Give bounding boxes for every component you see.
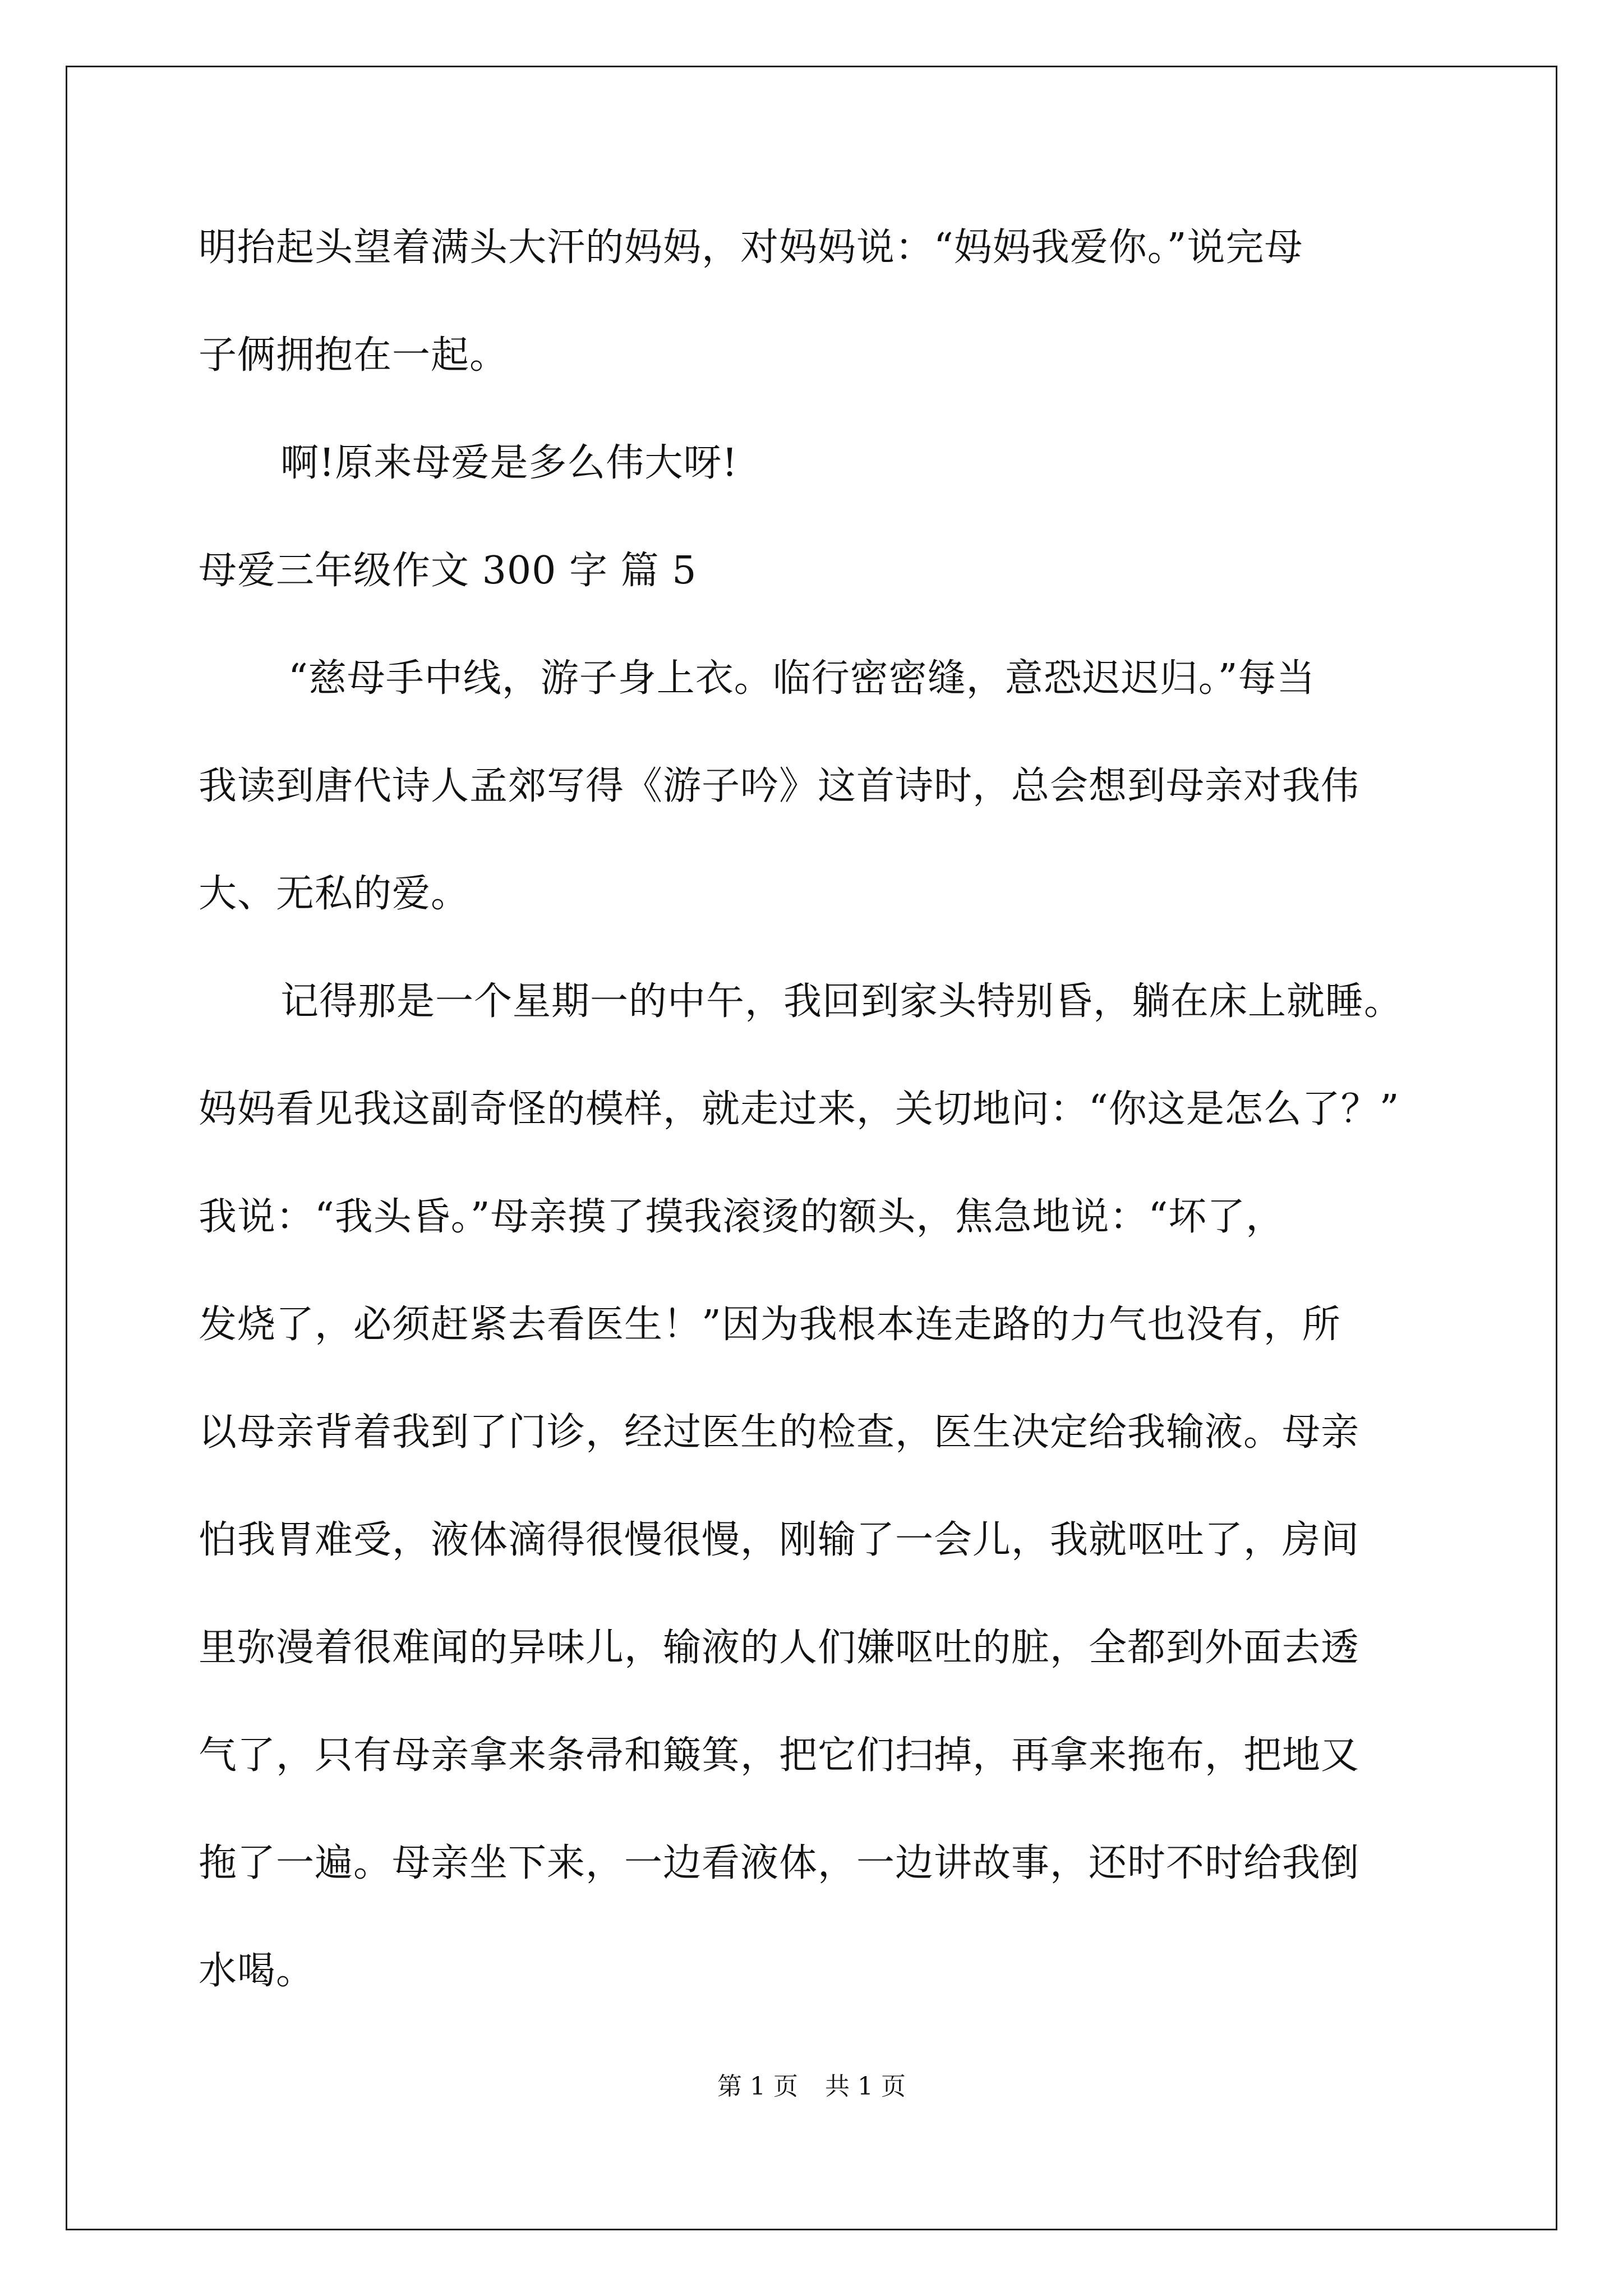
paragraph-line: 明抬起头望着满头大汗的妈妈，对妈妈说：“妈妈我爱你。”说完母	[199, 226, 1303, 270]
paragraph-line: 子俩拥抱在一起。	[199, 333, 509, 378]
page-total: 共 1 页	[825, 2072, 906, 2101]
paragraph-line: 我说：“我头昏。”母亲摸了摸我滚烫的额头，焦急地说：“坏了，	[199, 1195, 1285, 1239]
paragraph-line: 啊!原来母爱是多么伟大呀!	[280, 441, 738, 485]
section-heading: 母爱三年级作文 300 字 篇 5	[199, 549, 697, 593]
paragraph-line: 里弥漫着很难闻的异味儿，输液的人们嫌呕吐的脏，全都到外面去透	[199, 1626, 1360, 1670]
paragraph-line: “慈母手中线，游子身上衣。临行密密缝，意恐迟迟归。”每当	[288, 656, 1316, 701]
paragraph-line: 以母亲背着我到了门诊，经过医生的检查，医生决定给我输液。母亲	[199, 1410, 1360, 1455]
page-number: 第 1 页	[717, 2072, 798, 2101]
paragraph-line: 水喝。	[199, 1949, 315, 1993]
paragraph-line: 妈妈看见我这副奇怪的模样，就走过来，关切地问：“你这是怎么了？”	[199, 1087, 1400, 1131]
page-footer	[0, 2071, 1623, 2102]
paragraph-line: 发烧了，必须赶紧去看医生！”因为我根本连走路的力气也没有，所	[199, 1303, 1341, 1347]
paragraph-line: 气了，只有母亲拿来条帚和簸箕，把它们扫掉，再拿来拖布，把地又	[199, 1733, 1360, 1778]
paragraph-line: 怕我胃难受，液体滴得很慢很慢，刚输了一会儿，我就呕吐了，房间	[199, 1518, 1360, 1562]
paragraph-line: 大、无私的爱。	[199, 872, 470, 916]
paragraph-line: 记得那是一个星期一的中午，我回到家头特别昏，躺在床上就睡。	[280, 979, 1403, 1024]
paragraph-line: 我读到唐代诗人孟郊写得《游子吟》这首诗时，总会想到母亲对我伟	[199, 764, 1360, 808]
document-body	[199, 209, 1488, 2040]
paragraph-line: 拖了一遍。母亲坐下来，一边看液体，一边讲故事，还时不时给我倒	[199, 1841, 1360, 1885]
